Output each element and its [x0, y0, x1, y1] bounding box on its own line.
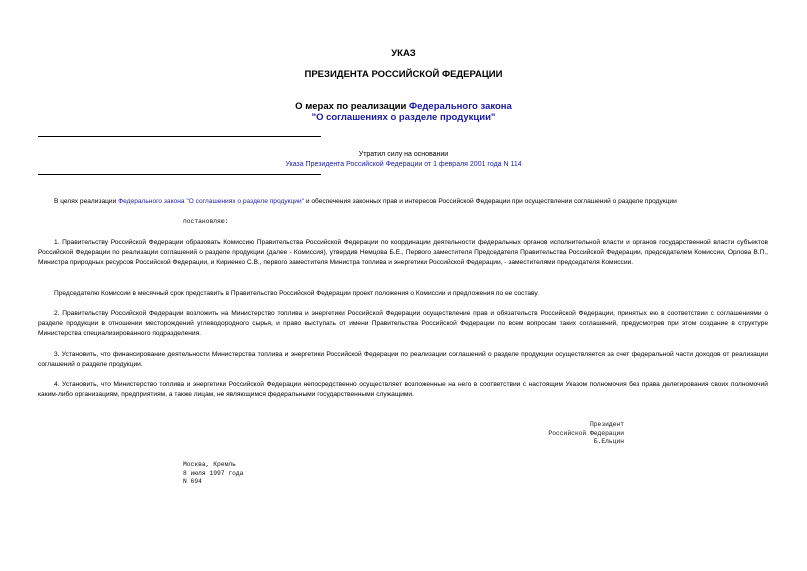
law-title-link[interactable]: "О соглашениях о разделе продукции" — [311, 112, 496, 123]
document-subject — [0, 101, 807, 112]
repeal-decree-link[interactable]: Указа Президента Российской Федерации от 1 февраля 2001 года N 114 — [285, 161, 522, 168]
paragraph-4: 4. Установить, что Министерство топлива и энергетики Российской Федерации непосредственно осуществляет возложенные на него в соответствии с настоящим Указом полномочия без права делегирования своих полномочий каким-либо организациям, предприятиям, а также лицам, не являющимся федеральными государственными служащими. — [38, 381, 768, 398]
subject-prefix: О мерах по реализации — [295, 101, 407, 112]
document-issuer: ПРЕЗИДЕНТА РОССИЙСКОЙ ФЕДЕРАЦИИ — [304, 69, 503, 80]
paragraph-2: 2. Правительству Российской Федерации возложить на Министерство топлива и энергетики Российской Федерации осуществление прав и обязательств Российской Федерации, принятых ею в соответствии с соглашениями о разделе продукции в отношении месторождений углеводородного сырья, и право выступать от имени Правительства Российской Федерации по всем вопросам таких соглашений, предусмотрев при этом создание в структуре Министерства специализированного подразделения. — [38, 310, 768, 337]
paragraph-3: 3. Установить, что финансирование деятельности Министерства топлива и энергетики Российской Федерации по реализации соглашений о разделе продукции осуществляется за счет федеральной части доходов от реализации соглашений о разделе продукции. — [38, 351, 768, 368]
preamble-after: и обеспечения законных прав и интересов Российской Федерации при осуществлении соглашений о разделе продукции — [305, 198, 677, 205]
decree-word: постановляю: — [183, 218, 229, 225]
signature-name: Б.Ельцин — [593, 438, 624, 445]
federal-law-link[interactable]: Федерального закона — [409, 101, 512, 112]
bottom-divider — [38, 174, 321, 175]
paragraph-1: 1. Правительству Российской Федерации образовать Комиссию Правительства Российской Федерации по координации деятельности федеральных органов исполнительной власти и органов государственной власти субъектов Российской Федерации по реализации соглашений о разделе продукции (далее - Комиссия), утвердив Немцова Б.Е., Первого заместителя Председателя Правительства Российской Федерации, председателем Комиссии, Орлова В.П., Министра природных ресурсов Российской Федерации, и Кириенко С.В., первого заместителя Министра топлива и энергетики Российской Федерации, - заместителями председателя Комиссии. — [38, 239, 768, 266]
signature-block — [540, 421, 624, 447]
preamble — [54, 197, 774, 207]
paragraph-1-commission: Председателю Комиссии в месячный срок представить в Правительство Российской Федерации проект положения о Комиссии и предложения по ее составу. — [54, 290, 539, 297]
status-line: Утратил силу на основании — [358, 151, 449, 158]
place: Москва, Кремль — [183, 461, 236, 468]
decree-number: N 694 — [183, 478, 202, 485]
place-date-block — [183, 461, 243, 487]
preamble-before: В целях реализации — [54, 198, 117, 205]
preamble-law-link[interactable]: Федерального закона "О соглашениях о разделе продукции" — [118, 198, 304, 205]
date: 8 июля 1997 года — [183, 469, 244, 477]
signature-country: Российской Федерации — [548, 429, 624, 437]
document-type: УКАЗ — [391, 48, 416, 59]
signature-title: Президент — [589, 421, 624, 428]
top-divider — [38, 136, 321, 137]
